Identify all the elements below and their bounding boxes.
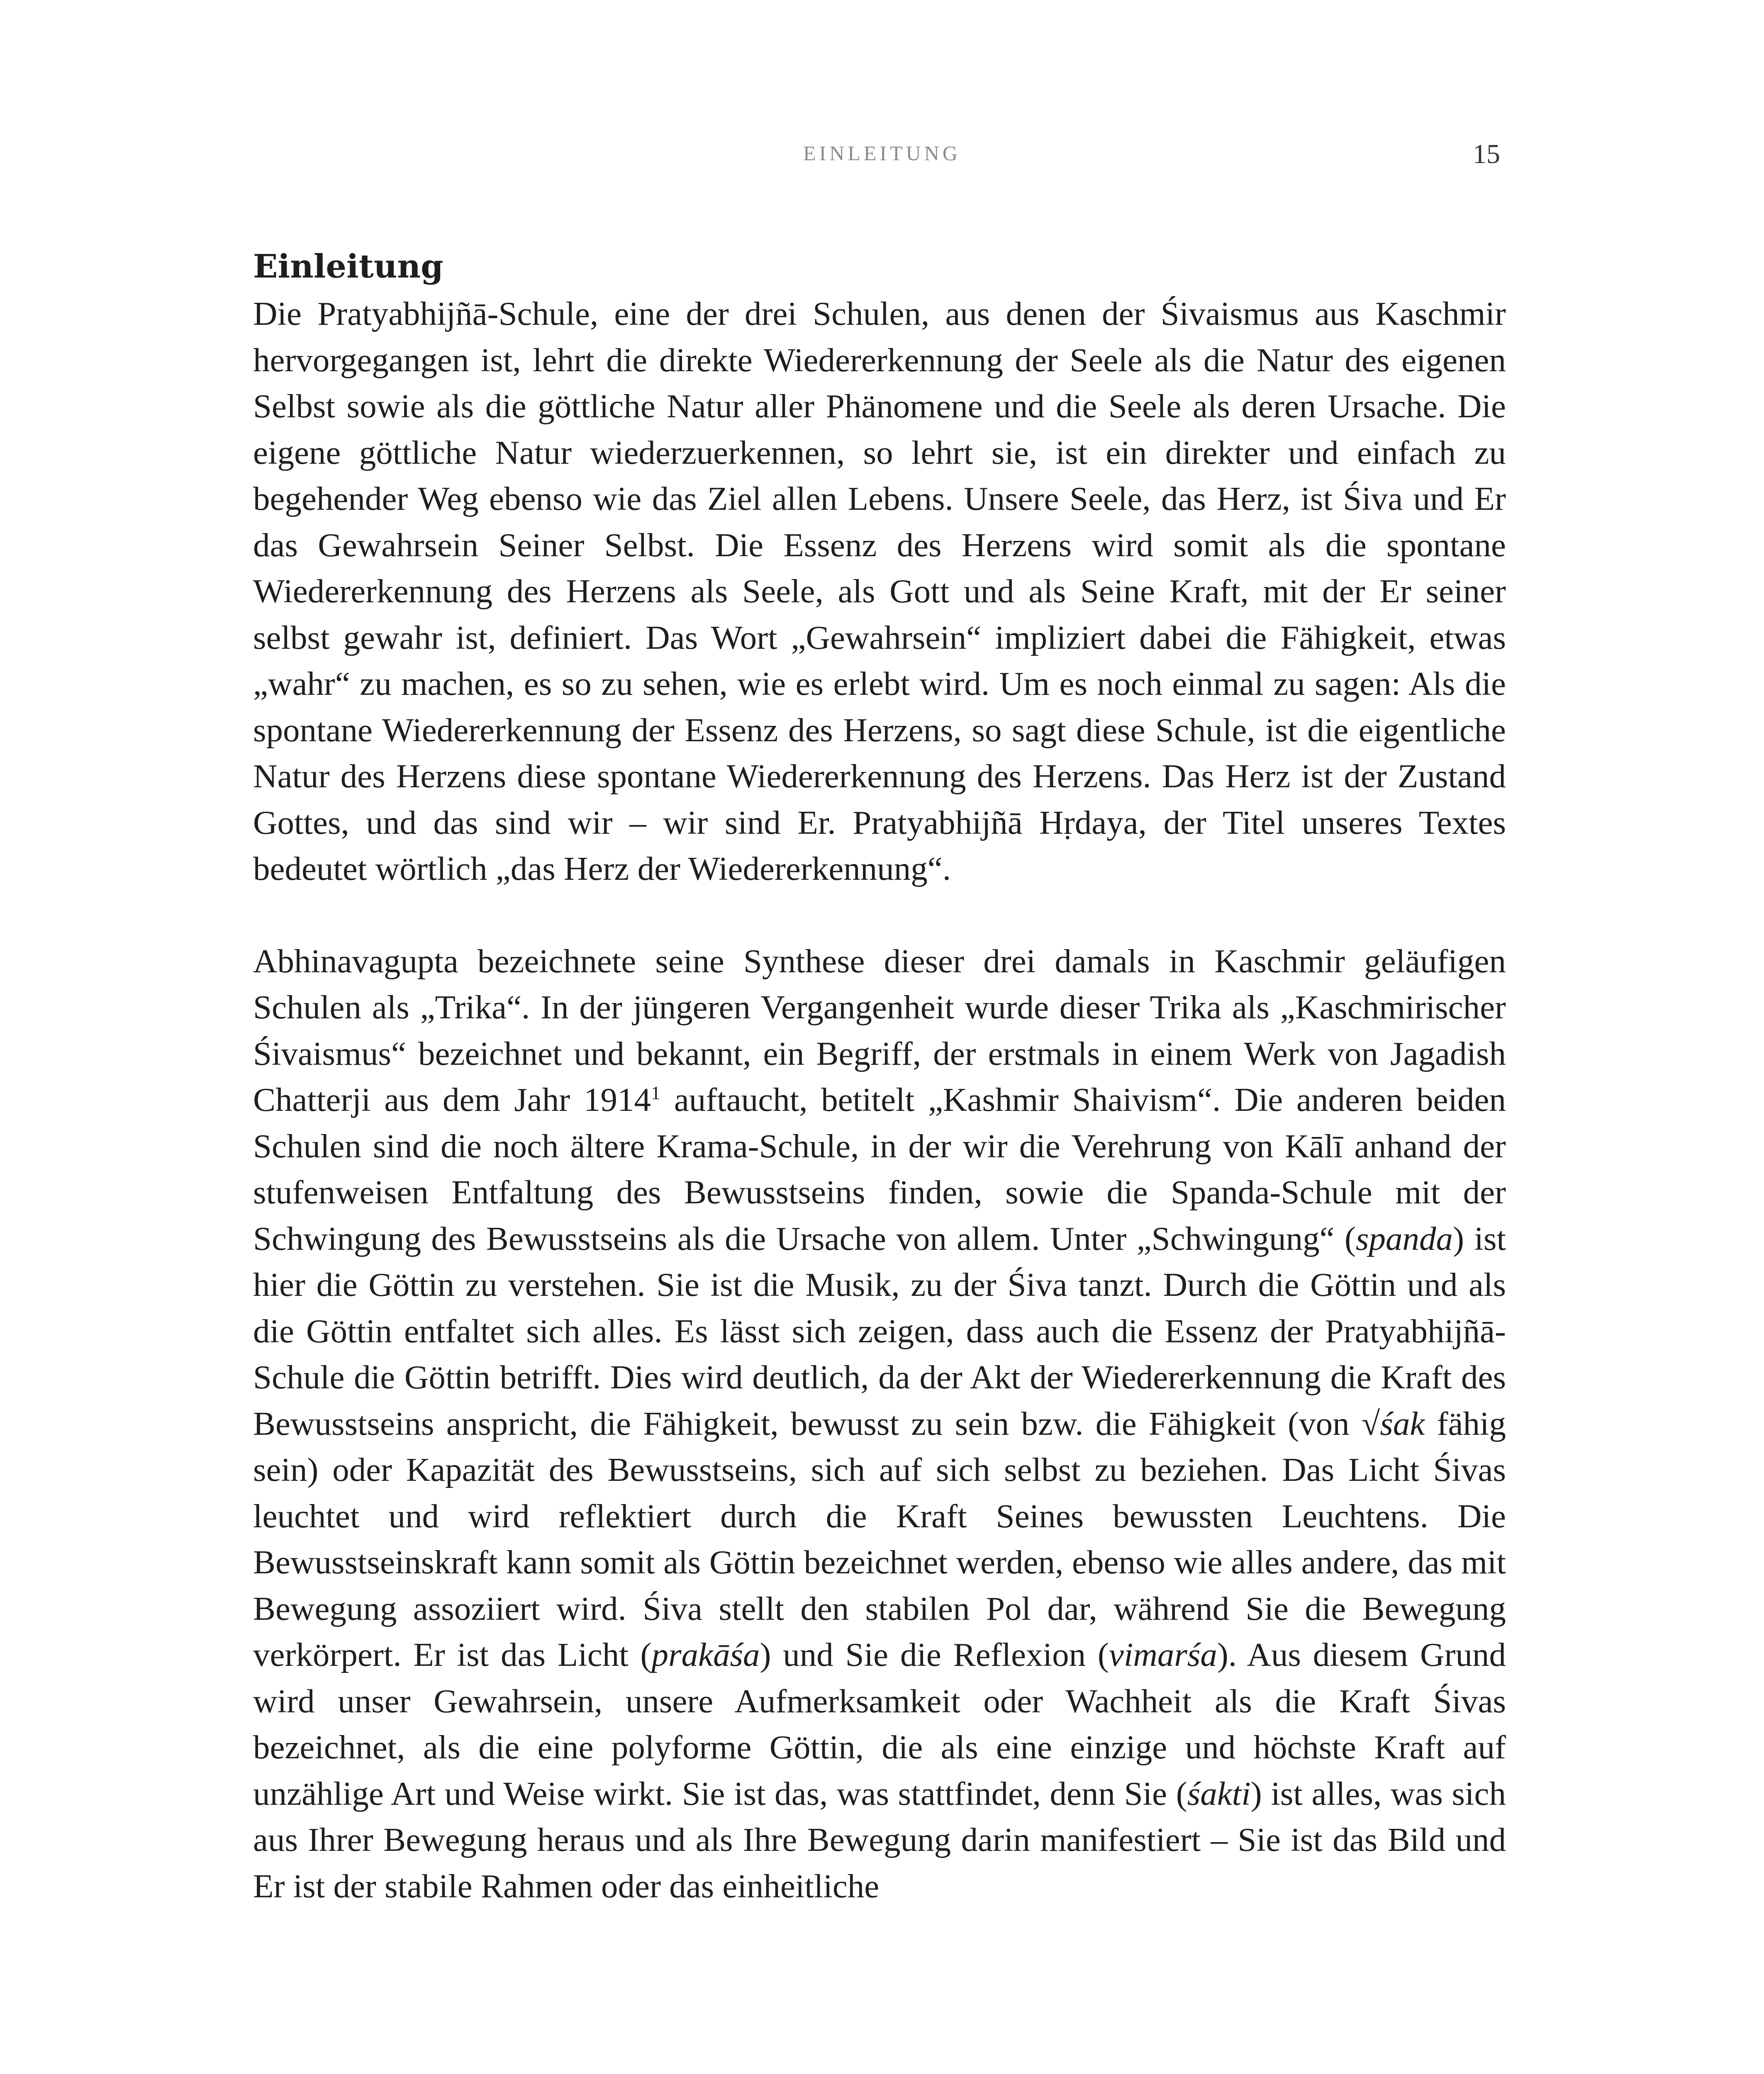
paragraph-2 (253, 938, 1506, 1910)
running-title: EINLEITUNG (803, 141, 961, 165)
page-number: 15 (1473, 139, 1500, 169)
sanskrit-term-vimarsa: vimarśa (1109, 1636, 1217, 1673)
running-header (0, 141, 1764, 174)
paragraph-2-text: ). Aus diesem Grund wird unser Gewahrsein, unsere Aufmerksamkeit oder Wachheit als die Kraft Śivas bezeichnet, als die eine polyforme Göttin, die als eine einzige und höchste Kraft auf unzählige Art und Weise wirkt. Sie ist das, was stattfindet, denn Sie ( (253, 1636, 1506, 1812)
paragraph-2-text: Abhinavagupta bezeichnete seine Synthese dieser drei damals in Kaschmir geläufigen Schulen als „Trika“. In der jüngeren Vergangenheit wurde dieser Trika als „Kaschmirischer Śivaismus“ bezeichnet und bekannt, ein Begriff, der erstmals in einem Werk von Jagadish Chatterji aus dem Jahr 1914 (253, 942, 1506, 1118)
sanskrit-term-prakasa: prakāśa (651, 1636, 760, 1673)
footnote-reference[interactable]: 1 (651, 1082, 661, 1103)
paragraph-2-text: ) und Sie die Reflexion ( (760, 1636, 1109, 1673)
paragraph-2-text: ) ist hier die Göttin zu verstehen. Sie ist die Musik, zu der Śiva tanzt. Durch die Göttin und als die Göttin entfaltet sich alles. Es lässt sich zeigen, dass auch die Essenz der Pratyabhijñā-Schule die Göttin betrifft. Dies wird deutlich, da der Akt der Wiedererkennung die Kraft des Bewusstseins anspricht, die Fähigkeit, bewusst zu sein bzw. die Fähigkeit (von √ (253, 1220, 1506, 1442)
paragraph-2-text: ) ist alles, was sich aus Ihrer Bewegung heraus und als Ihre Bewegung darin manifestiert – Sie ist das Bild und Er ist der stabile Rahmen oder das einheitliche (253, 1775, 1506, 1905)
sanskrit-term-sak: śak (1380, 1405, 1425, 1442)
sanskrit-term-spanda: spanda (1356, 1220, 1453, 1257)
paragraph-2-text: fähig sein) oder Kapazität des Bewusstseins, sich auf sich selbst zu beziehen. Das Licht Śivas leuchtet und wird reflektiert durch die Kraft Seines bewussten Leuchtens. Die Bewusstseinskraft kann somit als Göttin bezeichnet werden, ebenso wie alles andere, das mit Bewegung assoziiert wird. Śiva stellt den stabilen Pol dar, während Sie die Bewegung verkörpert. Er ist das Licht ( (253, 1405, 1506, 1673)
section-title: Einleitung (253, 248, 443, 285)
paragraph-1: Die Pratyabhijñā-Schule, eine der drei Schulen, aus denen der Śivaismus aus Kaschmir hervorgegangen ist, lehrt die direkte Wiedererkennung der Seele als die Natur des eigenen Selbst sowie als die göttliche Natur aller Phänomene und die Seele als deren Ursache. Die eigene göttliche Natur wiederzuerkennen, so lehrt sie, ist ein direkter und einfach zu begehender Weg ebenso wie das Ziel allen Lebens. Unsere Seele, das Herz, ist Śiva und Er das Gewahrsein Seiner Selbst. Die Essenz des Herzens wird somit als die spontane Wiedererkennung des Herzens als Seele, als Gott und als Seine Kraft, mit der Er seiner selbst gewahr ist, definiert. Das Wort „Gewahrsein“ impliziert dabei die Fähigkeit, etwas „wahr“ zu machen, es so zu sehen, wie es erlebt wird. Um es noch einmal zu sagen: Als die spontane Wiedererkennung der Essenz des Herzens, so sagt diese Schule, ist die eigentliche Natur des Herzens diese spontane Wiedererkennung des Herzens. Das Herz ist der Zustand Gottes, und das sind wir – wir sind Er. Pratyabhijñā Hṛdaya, der Titel unseres Textes bedeutet wörtlich „das Herz der Wiedererkennung“. (253, 295, 1506, 887)
sanskrit-term-sakti: śakti (1187, 1775, 1251, 1812)
paragraph-2-text: auftaucht, betitelt „Kashmir Shaivism“. Die anderen beiden Schulen sind die noch ältere Krama-Schule, in der wir die Verehrung von Kālī anhand der stufenweisen Entfaltung des Bewusstseins finden, sowie die Spanda-Schule mit der Schwingung des Bewusstseins als die Ursache von allem. Unter „Schwingung“ ( (253, 1081, 1506, 1257)
page-body (253, 243, 1506, 1909)
